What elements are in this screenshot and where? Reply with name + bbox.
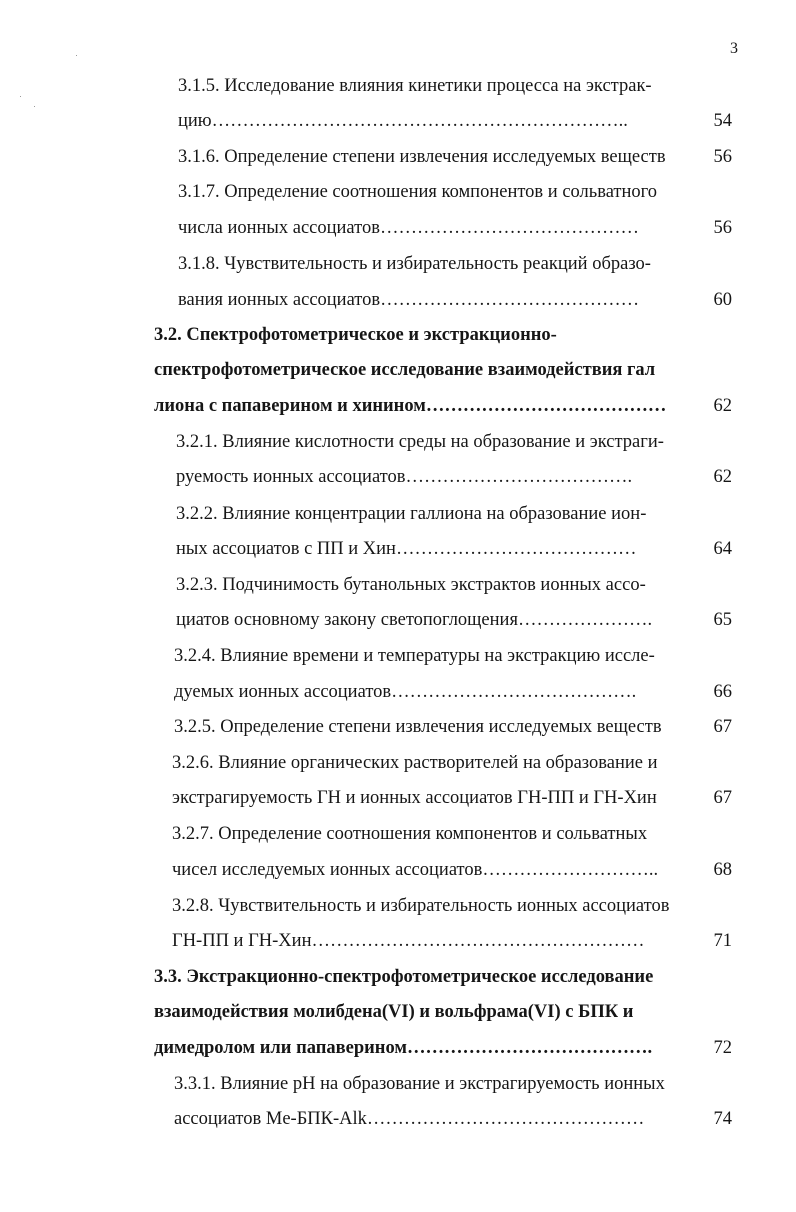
- scan-speck: [76, 55, 77, 56]
- toc-entry-3-1-5-line-2: цию…………………………………………………………..: [178, 111, 628, 131]
- toc-entry-3-2-3-line-2: циатов основному закону светопоглощения………………….: [176, 610, 653, 630]
- page-number: 3: [730, 40, 738, 57]
- toc-entry-3-2-1-line-2: руемость ионных ассоциатов……………………………….: [176, 467, 633, 487]
- toc-section-3-3-page: 72: [713, 1038, 732, 1058]
- toc-entry-3-2-7-line-2: чисел исследуемых ионных ассоциатов………………………..: [172, 860, 659, 880]
- toc-entry-3-2-2-page: 64: [713, 539, 732, 559]
- scan-speck: [20, 96, 21, 97]
- toc-section-3-3-line-1: 3.3. Экстракционно-спектрофотометрическое исследование: [154, 967, 654, 987]
- toc-entry-3-2-1-line-1: 3.2.1. Влияние кислотности среды на образование и экстраги-: [176, 432, 664, 452]
- toc-entry-3-1-7-page: 56: [713, 218, 732, 238]
- toc-entry-3-1-7-line-1: 3.1.7. Определение соотношения компонентов и сольватного: [178, 182, 658, 202]
- toc-entry-3-2-3-line-1: 3.2.3. Подчинимость бутанольных экстрактов ионных ассо-: [176, 575, 646, 595]
- toc-entry-3-2-4-page: 66: [713, 682, 732, 702]
- toc-section-3-3-line-2: взаимодействия молибдена(VI) и вольфрама(VI) с БПК и: [154, 1002, 634, 1022]
- toc-entry-3-2-2-line-2: ных ассоциатов с ПП и Хин…………………………………: [176, 539, 637, 559]
- toc-entry-3-3-1-line-2: ассоциатов Me-БПК-Alk………………………………………: [174, 1109, 645, 1129]
- scan-speck: [34, 106, 35, 107]
- toc-section-3-2-page: 62: [713, 396, 732, 416]
- toc-section-3-3-line-3: димедролом или папаверином………………………………….: [154, 1038, 653, 1058]
- toc-entry-3-2-8-page: 71: [713, 931, 732, 951]
- toc-entry-3-3-1-page: 74: [713, 1109, 732, 1129]
- toc-entry-3-2-6-page: 67: [713, 788, 732, 808]
- toc-entry-3-1-8-page: 60: [713, 290, 732, 310]
- toc-entry-3-1-6-page: 56: [713, 147, 732, 167]
- toc-entry-3-3-1-line-1: 3.3.1. Влияние pH на образование и экстрагируемость ионных: [174, 1074, 665, 1094]
- toc-section-3-2-line-3: лиона с папаверином и хинином…………………………………: [154, 396, 667, 416]
- toc-entry-3-2-5-page: 67: [713, 717, 732, 737]
- toc-entry-3-2-5-line-1: 3.2.5. Определение степени извлечения исследуемых веществ: [174, 717, 662, 737]
- toc-entry-3-1-8-line-2: вания ионных ассоциатов……………………………………: [178, 290, 640, 310]
- toc-entry-3-2-3-page: 65: [713, 610, 732, 630]
- toc-entry-3-2-6-line-2: экстрагируемость ГН и ионных ассоциатов ГН-ПП и ГН-Хин: [172, 788, 657, 808]
- toc-section-3-2-line-1: 3.2. Спектрофотометрическое и экстракционно-: [154, 325, 557, 345]
- toc-entry-3-2-6-line-1: 3.2.6. Влияние органических растворителей на образование и: [172, 753, 658, 773]
- toc-entry-3-2-7-page: 68: [713, 860, 732, 880]
- toc-entry-3-2-4-line-1: 3.2.4. Влияние времени и температуры на экстракцию иссле-: [174, 646, 655, 666]
- toc-entry-3-1-6-line-1: 3.1.6. Определение степени извлечения исследуемых веществ: [178, 147, 666, 167]
- toc-entry-3-2-8-line-2: ГН-ПП и ГН-Хин………………………………………………: [172, 931, 645, 951]
- toc-entry-3-1-8-line-1: 3.1.8. Чувствительность и избирательность реакций образо-: [178, 254, 651, 274]
- toc-entry-3-1-5-line-1: 3.1.5. Исследование влияния кинетики процесса на экстрак-: [178, 76, 652, 96]
- toc-entry-3-2-8-line-1: 3.2.8. Чувствительность и избирательность ионных ассоциатов: [172, 896, 670, 916]
- toc-entry-3-2-2-line-1: 3.2.2. Влияние концентрации галлиона на образование ион-: [176, 504, 647, 524]
- toc-entry-3-2-7-line-1: 3.2.7. Определение соотношения компонентов и сольватных: [172, 824, 648, 844]
- toc-entry-3-2-1-page: 62: [713, 467, 732, 487]
- toc-entry-3-2-4-line-2: дуемых ионных ассоциатов………………………………….: [174, 682, 637, 702]
- toc-entry-3-1-7-line-2: числа ионных ассоциатов……………………………………: [178, 218, 639, 238]
- toc-entry-3-1-5-page: 54: [713, 111, 732, 131]
- toc-section-3-2-line-2: спектрофотометрическое исследование взаимодействия гал: [154, 360, 656, 380]
